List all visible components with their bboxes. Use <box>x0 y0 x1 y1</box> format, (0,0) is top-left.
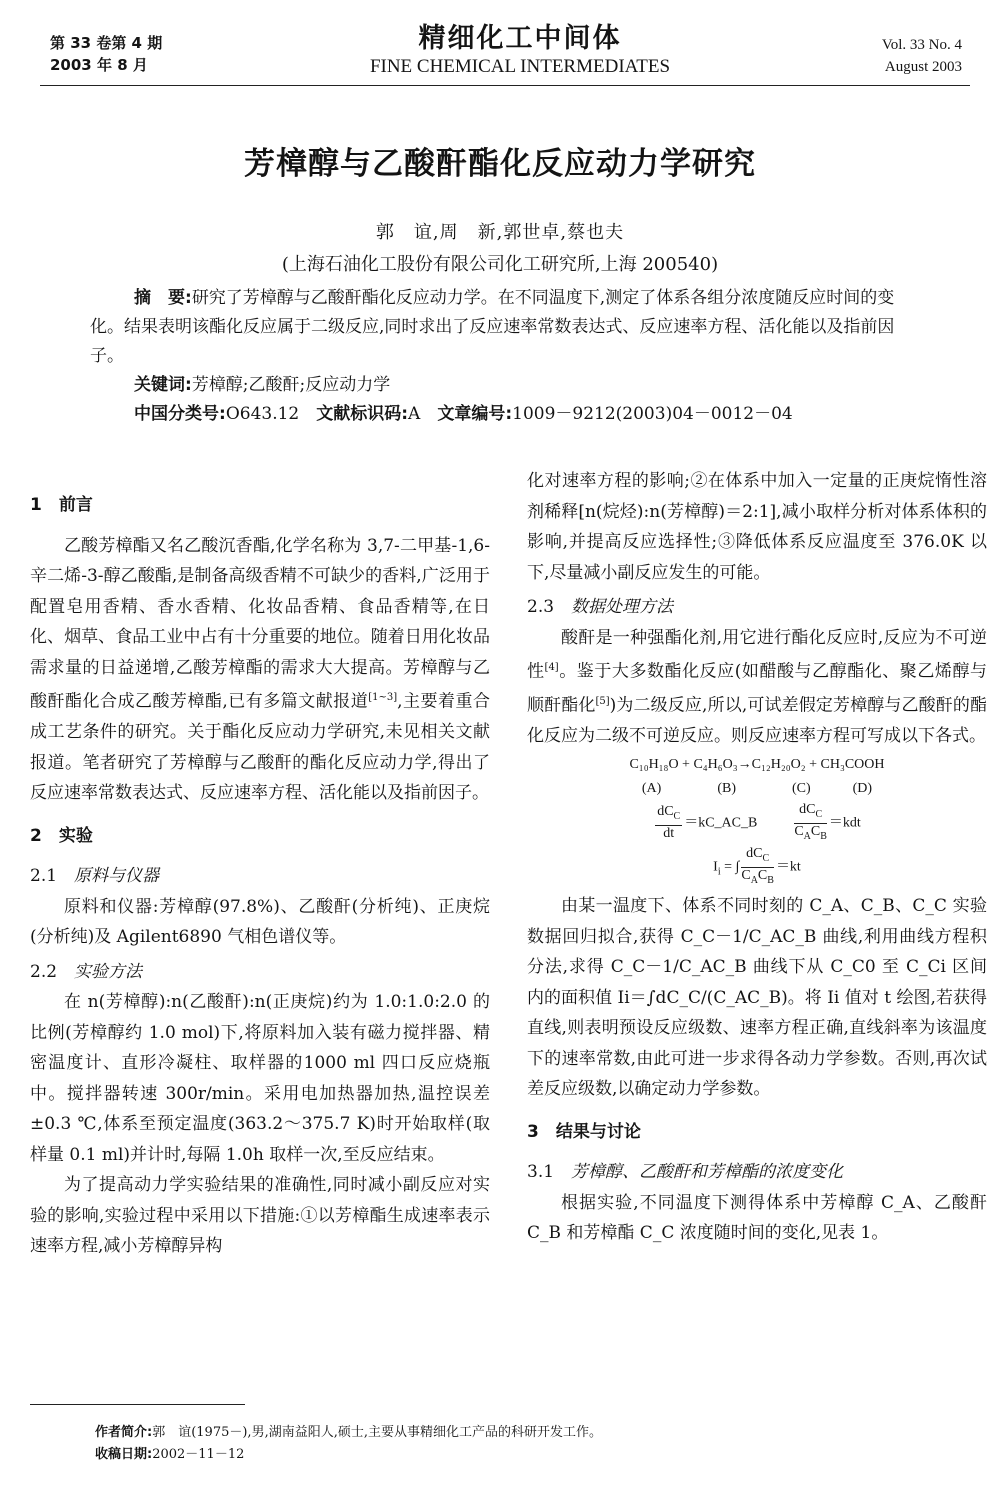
keywords <box>90 371 920 400</box>
footnote-rule <box>30 1404 245 1405</box>
materials-paragraph: 原料和仪器:芳樟醇(97.8%)、乙酸酐(分析纯)、正庚烷(分析纯)及 Agilent6890 气相色谱仪等。 <box>30 896 490 948</box>
date-en: August 2003 <box>884 59 962 75</box>
journal-title-en: FINE CHEMICAL INTERMEDIATES <box>369 56 671 77</box>
intro-text-tail: ,主要着重合成工艺条件的研究。关于酯化反应动力学研究,未见相关文献报道。笔者研究了芳樟醇与乙酸酐的酯化反应动力学,得出了反应速率常数表达式、反应速率方程、活化能以及指前因子。 <box>30 691 491 804</box>
integral-eq-result: ＝kt <box>775 859 801 875</box>
section-2-3-heading <box>527 592 987 623</box>
class-value: O643.12 <box>225 404 300 424</box>
ref-4: [4] <box>544 662 559 673</box>
volume-en: Vol. 33 No. 4 <box>881 37 962 53</box>
measures-continued: 化对速率方程的影响;②在体系中加入一定量的正庚烷惰性溶剂稀释[n(烷烃):n(芳樟醇)＝2:1],减小取样分析对体系体积的影响,并提高反应选择性;③降低体系反应温度至 376.0K 以下,尽量减小副反应发生的可能。 <box>527 471 987 583</box>
doc-value: A <box>408 404 421 424</box>
intro-text: 乙酸芳樟酯又名乙酸沉香酯,化学名称为 3,7-二甲基-1,6-辛二烯-3-醇乙酸酯,是制备高级香精不可缺少的香料,广泛用于配置皂用香精、香水香精、化妆品香精、食品香精等,在日化、烟草、食品工业中占有十分重要的地位。随着日用化妆品需求量的日益递增,乙酸芳樟酯的需求大大提高。芳樟醇与乙酸酐酯化合成乙酸芳樟酯,已有多篇文献报道 <box>30 535 490 712</box>
rate-eq-right: ＝kdt <box>828 815 861 831</box>
section-1-heading: 1 前言 <box>30 495 93 515</box>
method-paragraph: 在 n(芳樟醇):n(乙酸酐):n(正庚烷)约为 1.0:1.0:2.0 的比例(芳樟醇约 1.0 mol)下,将原料加入装有磁力搅拌器、精密温度计、直形冷凝柱、取样器的1000 ml 四口反应烧瓶中。搅拌器转速 300r/min。采用电加热器加热,温控误差 ±0.3 ℃,体系至预定温度(363.2～375.7 K)时开始取样(取样量 0.1 ml)并计时,每隔 1.0h 取样一次,至反应结束。 <box>30 992 490 1165</box>
abstract-body: 研究了芳樟醇与乙酸酐酯化反应动力学。在不同温度下,测定了体系各组分浓度随反应时间的变化。结果表明该酯化反应属于二级反应,同时求出了反应速率常数表达式、反应速率方程、活化能以及指前因子。 <box>90 288 895 366</box>
section-2-1-title: 原料与仪器 <box>74 866 160 887</box>
dcc-dt-fraction: $\frac{dC_C}{dt}$ <box>657 804 681 841</box>
intro-paragraph <box>30 531 490 809</box>
reaction-equation: C₁₀H₁₈O + C₄H₆O₃→C₁₂H₂₀O₂ + CH₃COOH <box>629 756 885 772</box>
section-3-1-number: 3.1 <box>527 1162 555 1182</box>
section-3-heading: 3 结果与讨论 <box>527 1121 641 1142</box>
dp-text-mid: 。鉴于大多数酯化反应(如醋酸与乙醇酯化、聚乙烯醇与顺酐酯化 <box>527 661 987 716</box>
section-2-1-heading <box>30 861 490 892</box>
section-3-1-title: 芳樟醇、乙酸酐和芳樟酯的浓度变化 <box>571 1162 844 1182</box>
data-processing-paragraph <box>527 623 987 752</box>
keywords-label: 关键词: <box>134 375 192 395</box>
keywords-value: 芳樟醇;乙酸酐;反应动力学 <box>191 375 391 395</box>
section-2-3-title: 数据处理方法 <box>571 597 674 617</box>
header-rule <box>40 85 970 86</box>
section-3-1-heading <box>527 1157 987 1188</box>
dp-text-tail: )为二级反应,所以,可试差假定芳樟醇与乙酸酐的酯化反应为二级不可逆反应。则反应速率方程可写成以下各式。 <box>527 695 987 747</box>
integral-equation: $I_i$ = ∫ $\frac{dC_C}{C_AC_B}$ ＝kt <box>527 846 987 889</box>
received-date <box>95 1444 602 1466</box>
author-bio <box>95 1422 602 1444</box>
right-column <box>527 466 987 1249</box>
dp-text: 酸酐是一种强酯化剂,用它进行酯化反应时,反应为不可逆性 <box>527 627 987 682</box>
bio-text: 郭 谊(1975－),男,湖南益阳人,硕士,主要从事精细化工产品的科研开发工作。 <box>152 1425 602 1440</box>
section-2-3-number: 2.3 <box>527 597 555 617</box>
integral-fraction: $\frac{dC_C}{C_AC_B}$ <box>741 846 774 886</box>
issue-number: 第 33 卷第 4 期 <box>50 34 163 52</box>
classification <box>90 400 920 429</box>
results-paragraph: 根据实验,不同温度下测得体系中芳樟醇 C_A、乙酸酐 C_B 和芳樟酯 C_C 浓度随时间的变化,见表 1。 <box>527 1192 987 1243</box>
article-value: 1009－9212(2003)04－0012－04 <box>512 404 793 424</box>
section-2-2-title: 实验方法 <box>74 961 143 982</box>
issue-date: 2003 年 8 月 <box>50 56 148 74</box>
ref-5: [5] <box>595 696 610 708</box>
paper-title: 芳樟醇与乙酸酐酯化反应动力学研究 <box>244 146 756 182</box>
section-2-2-number: 2.2 <box>30 961 58 982</box>
class-label: 中国分类号: <box>134 404 226 424</box>
dcc-cacb-fraction: $\frac{dC_C}{C_AC_B}$ <box>794 801 827 842</box>
journal-title-cn: 精细化工中间体 <box>418 23 622 54</box>
received-value: 2002－11－12 <box>152 1447 245 1462</box>
affiliation: (上海石油化工股份有限公司化工研究所,上海 200540) <box>281 254 719 275</box>
journal-issue <box>50 32 162 76</box>
authors: 郭 谊,周 新,郭世卓,蔡也夫 <box>375 222 625 243</box>
bio-label: 作者简介: <box>95 1425 153 1440</box>
received-label: 收稿日期: <box>95 1447 153 1462</box>
section-2-heading: 2 实验 <box>30 825 93 846</box>
rate-eq-left: ＝kC_AC_B <box>684 815 758 831</box>
article-label: 文章编号: <box>437 404 513 424</box>
section-2-1-number: 2.1 <box>30 866 58 887</box>
measures-paragraph: 为了提高动力学实验结果的准确性,同时减小副反应对实验的影响,实验过程中采用以下措施:①以芳樟酯生成速率表示速率方程,减小芳樟醇异构 <box>30 1175 490 1257</box>
abstract-text <box>90 284 920 371</box>
doc-label: 文献标识码: <box>316 404 409 424</box>
ref-1-3: [1~3] <box>368 692 398 703</box>
rate-equation <box>527 802 987 845</box>
fitting-paragraph: 由某一温度下、体系不同时刻的 C_A、C_B、C_C 实验数据回归拟合,获得 C_C－1/C_AC_B 曲线,利用曲线方程积分法,求得 C_C－1/C_AC_B 曲线下从 C_C0 至 C_Ci 区间内的面积值 Ii＝∫dC_C/(C_AC_B)。将 Ii 值对 t 绘图,若获得直线,则表明预设反应级数、速率方程正确,直线斜率为该温度下的速率常数,由此可进一步求得各动力学参数。否则,再次试差反应级数,以确定动力学参数。 <box>527 896 987 1099</box>
left-column <box>30 478 490 1262</box>
abstract-label: 摘 要: <box>134 288 192 308</box>
section-2-2-heading <box>30 957 490 988</box>
reaction-labels: (A) (B) (C) (D) <box>641 780 873 796</box>
journal-volume <box>882 34 962 78</box>
journal-title <box>300 22 740 78</box>
footnote <box>95 1422 602 1466</box>
abstract <box>90 284 920 429</box>
